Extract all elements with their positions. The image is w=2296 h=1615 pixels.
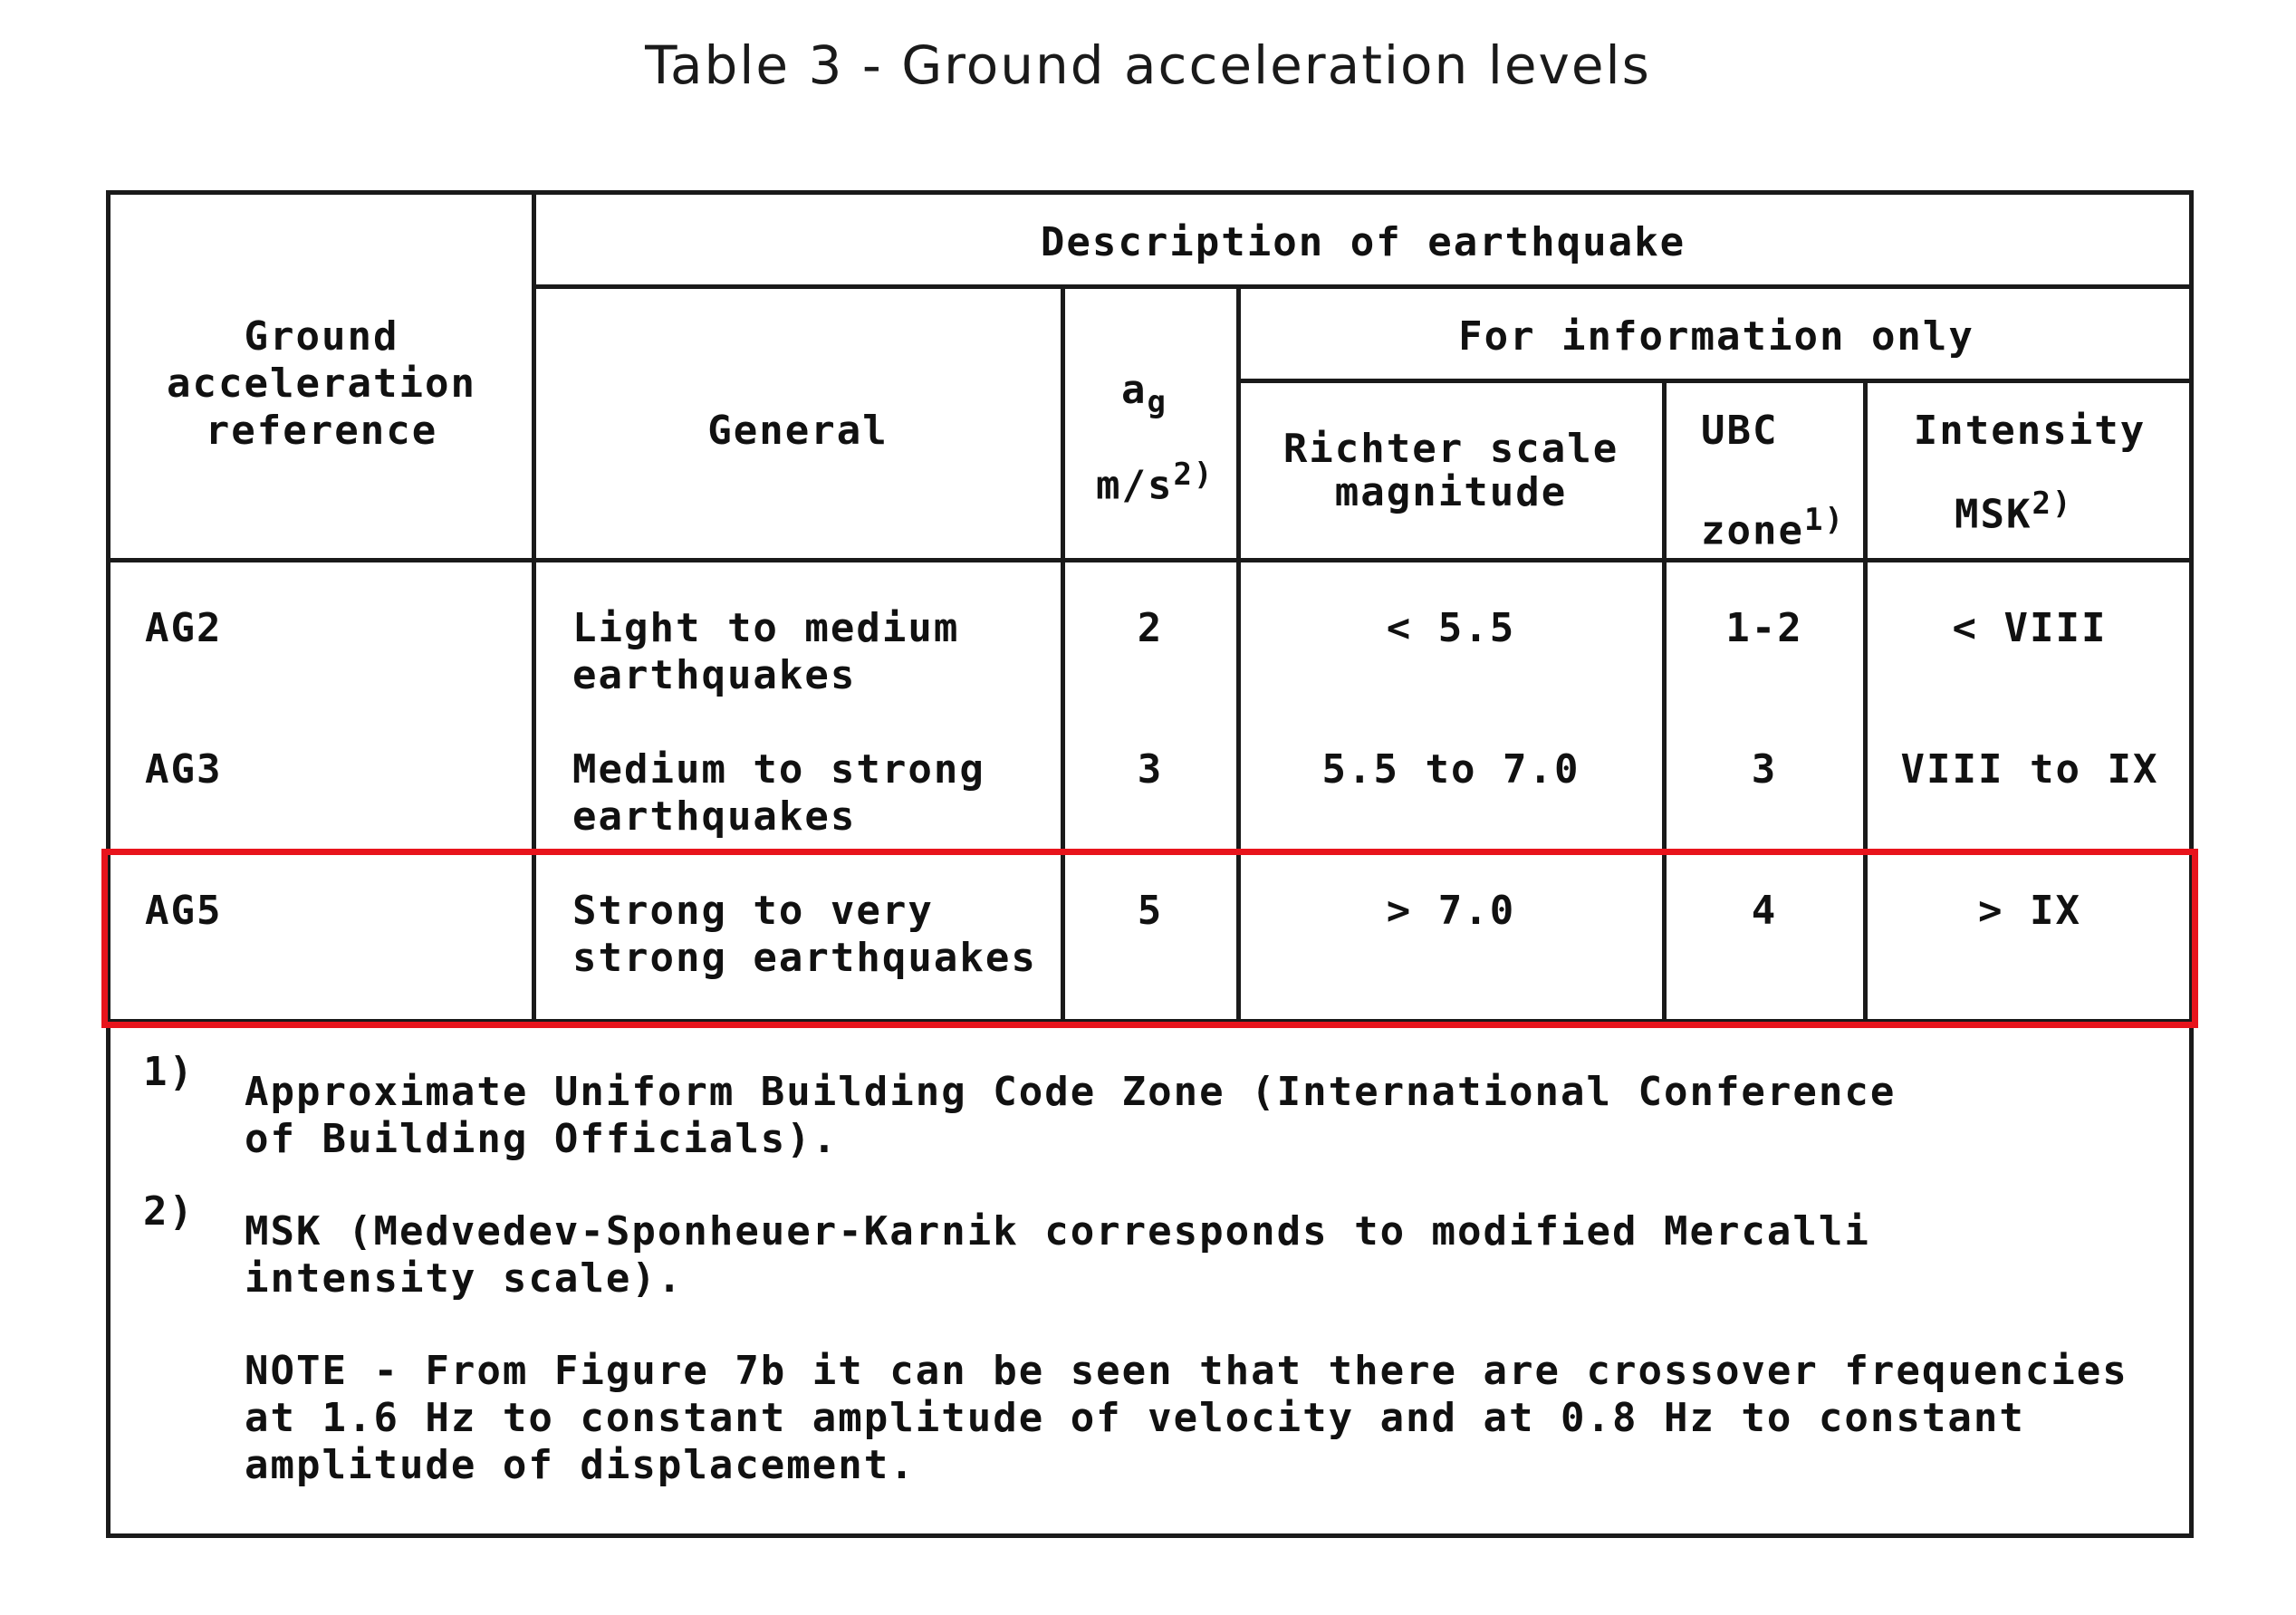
cell-richter: > 7.0 — [1386, 888, 1516, 934]
cell-richter: < 5.5 — [1386, 605, 1516, 651]
header-text: zone$^{1)}$ — [1701, 502, 1845, 554]
note-text: at 1.6 Hz to constant amplitude of velocity and at 0.8 Hz to constant — [245, 1395, 2025, 1441]
row-divider — [534, 284, 2192, 289]
footnote-mark: 1) — [143, 1049, 195, 1095]
cell-general: earthquakes — [572, 793, 857, 840]
cell-ref: AG2 — [145, 605, 223, 651]
ag-symbol: $a_g$ — [1121, 367, 1167, 420]
footnote-text: Approximate Uniform Building Code Zone (International Conference — [245, 1069, 1897, 1115]
cell-ag: 2 — [1137, 605, 1164, 651]
header-text: magnitude — [1334, 469, 1568, 515]
cell-ubc: 1-2 — [1725, 605, 1803, 651]
cell-intensity: < VIII — [1952, 605, 2108, 651]
cell-ag: 5 — [1137, 888, 1164, 934]
footnote-text: intensity scale). — [245, 1255, 684, 1302]
header-text: acceleration — [167, 360, 476, 407]
header-description-of-earthquake: Description of earthquake — [1040, 219, 1686, 265]
cell-ref: AG5 — [145, 888, 223, 934]
header-bottom-rule — [109, 558, 2192, 562]
header-general: General — [707, 408, 889, 454]
header-text: Ground — [244, 313, 399, 360]
cell-ref: AG3 — [145, 746, 223, 793]
cell-ubc: 4 — [1751, 888, 1778, 934]
cell-ag: 3 — [1137, 746, 1164, 793]
header-text: MSK$^{2)}$ — [1955, 485, 2073, 538]
note-text: amplitude of displacement. — [245, 1442, 916, 1488]
header-for-information-only: For information only — [1458, 313, 1974, 360]
highlight-box — [101, 849, 2198, 1028]
cell-ubc: 3 — [1751, 746, 1778, 793]
note-text: NOTE - From Figure 7b it can be seen that there are crossover frequencies — [245, 1348, 2128, 1394]
header-text: Intensity — [1913, 408, 2147, 454]
footnote-text: of Building Officials). — [245, 1116, 839, 1162]
row-divider — [1239, 379, 2192, 383]
cell-intensity: VIII to IX — [1900, 746, 2159, 793]
cell-general: Strong to very — [572, 888, 934, 934]
header-text: reference — [205, 408, 438, 454]
cell-intensity: > IX — [1978, 888, 2081, 934]
header-text: Richter scale — [1282, 426, 1619, 472]
footnote-text: MSK (Medvedev-Sponheuer-Karnik corresponds to modified Mercalli — [245, 1208, 1870, 1255]
cell-general: strong earthquakes — [572, 935, 1037, 981]
ag-unit: $m/s^{2)}$ — [1096, 457, 1215, 509]
cell-general: Medium to strong — [572, 746, 985, 793]
table-title: Table 3 - Ground acceleration levels — [645, 34, 1651, 96]
cell-richter: 5.5 to 7.0 — [1321, 746, 1580, 793]
cell-general: Light to medium — [572, 605, 960, 651]
cell-general: earthquakes — [572, 652, 857, 698]
header-text: UBC — [1701, 408, 1779, 454]
footnote-mark: 2) — [143, 1188, 195, 1235]
